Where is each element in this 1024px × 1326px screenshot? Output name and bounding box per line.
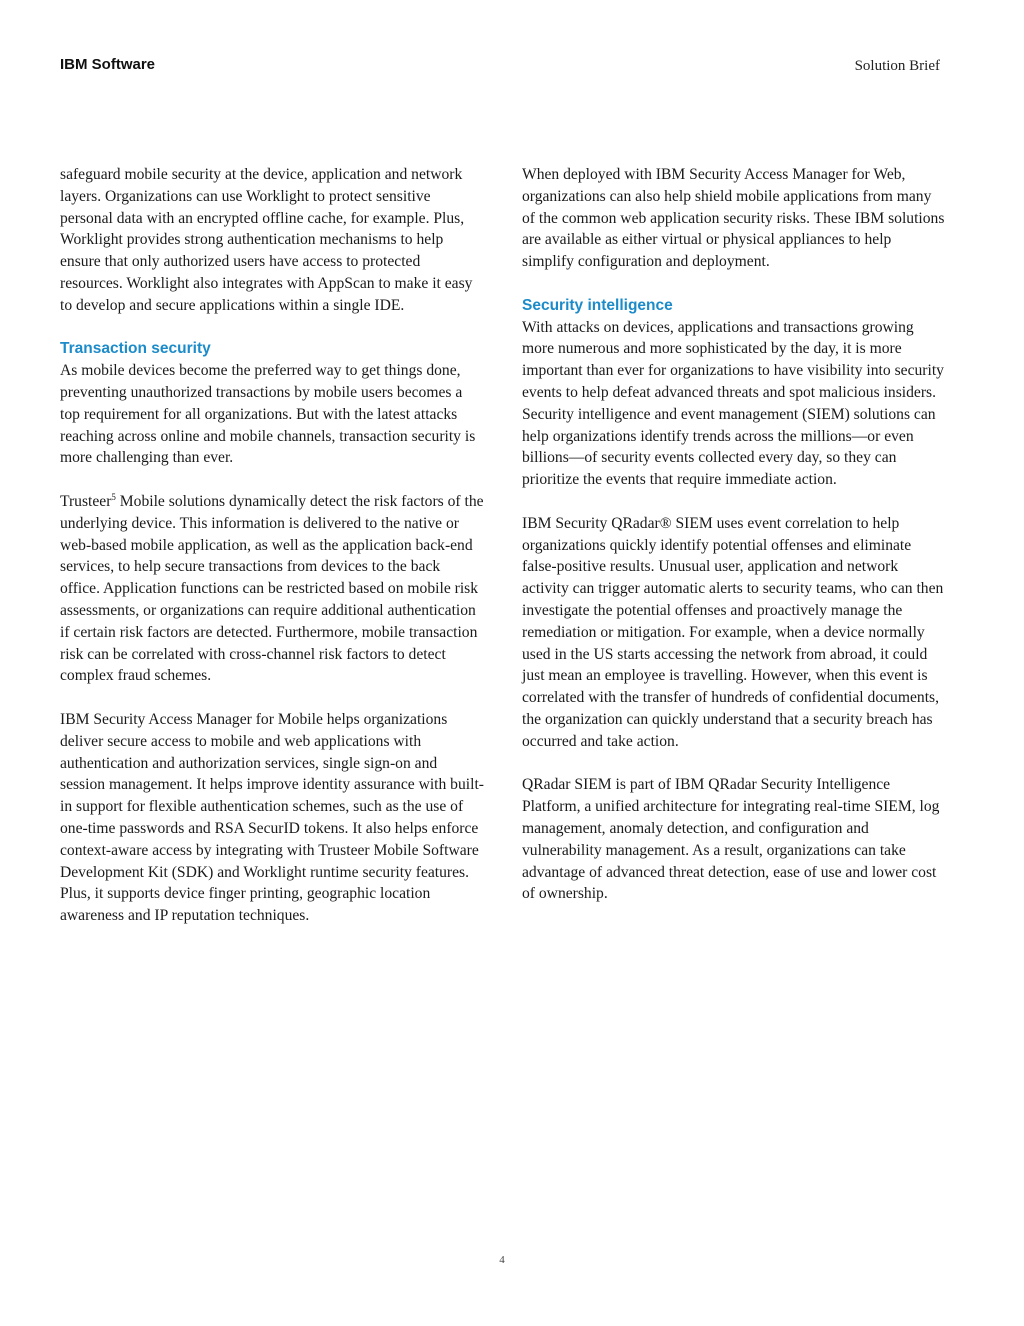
trusteer-paragraph xyxy=(60,491,484,687)
brand-label: IBM Software xyxy=(60,56,156,73)
qradar-platform-paragraph: QRadar SIEM is part of IBM QRadar Security Intelligence Platform, a unified architecture for integrating real-time SIEM, log management, anomaly detection, and configuration and vulnerability management. As a result, organizations can take advantage of advanced threat detection, ease of use and lower cost of ownership. xyxy=(522,776,940,903)
transaction-security-paragraph: As mobile devices become the preferred way to get things done, preventing unauthorized transactions by mobile users becomes a top requirement for all organizations. But with the latest attacks reaching across online and mobile channels, transaction security is more challenging than ever. xyxy=(60,362,476,467)
access-manager-mobile-paragraph: IBM Security Access Manager for Mobile helps organizations deliver secure access to mobile and web applications with authentication and authorization services, single sign-on and session management. It helps improve identity assurance with built-in support for flexible authentication schemes, such as the use of one-time passwords and RSA SecurID tokens. It also helps enforce context-aware access by integrating with Trusteer Mobile Software Development Kit (SDK) and Worklight runtime security features. Plus, it supports device finger printing, geographic location awareness and IP reputation techniques. xyxy=(60,710,484,925)
access-manager-web-paragraph: When deployed with IBM Security Access Manager for Web, organizations can also help shield mobile applications from many of the common web application security risks. These IBM solutions are available as either virtual or physical appliances to help simplify configuration and deployment. xyxy=(522,166,945,271)
trusteer-paragraph-body: Mobile solutions dynamically detect the risk factors of the underlying device. This information is delivered to the native or web-based mobile application, as well as the application back-end services, to help secure transactions from devices to the back office. Application functions can be restricted based on mobile risk assessments, or organizations can require additional authentication if certain risk factors are detected. Furthermore, mobile transaction risk can be correlated with cross-channel risk factors to detect complex fraud schemes. xyxy=(60,492,484,685)
trusteer-name: Trusteer xyxy=(60,492,112,510)
right-column xyxy=(522,164,946,927)
page-number: 4 xyxy=(499,1254,505,1266)
transaction-security-heading: Transaction security xyxy=(60,340,211,358)
security-intelligence-paragraph: With attacks on devices, applications and transactions growing more numerous and more sophisticated by the day, it is more important than ever for organizations to have visibility into security events to help defeat advanced threats and spot malicious insiders. Security intelligence and event management (SIEM) solutions can help organizations identify trends across the millions—or even billions—of security events collected every day, so they can prioritize the events that require immediate action. xyxy=(522,318,944,489)
footnote-marker: 5 xyxy=(111,491,116,502)
left-column xyxy=(60,164,484,949)
intro-paragraph: safeguard mobile security at the device, application and network layers. Organizations can use Worklight to protect sensitive personal data with an encrypted offline cache, for example. Plus, Worklight provides strong authentication mechanisms to help ensure that only authorized users have access to protected resources. Worklight also integrates with AppScan to make it easy to develop and secure applications within a single IDE. xyxy=(60,166,473,314)
document-type-label: Solution Brief xyxy=(854,58,940,74)
security-intelligence-heading: Security intelligence xyxy=(522,296,673,314)
qradar-siem-paragraph: IBM Security QRadar® SIEM uses event correlation to help organizations quickly identify potential offenses and eliminate false-positive results. Unusual user, application and network activity can trigger automatic alerts to security teams, who can then investigate the potential offenses and proactively manage the remediation or mitigation. For example, when a device normally used in the US starts accessing the network from abroad, it could just mean an employee is travelling. However, when this event is correlated with the transfer of hundreds of confidential documents, the organization can quickly understand that a security breach has occurred and take action. xyxy=(522,514,944,750)
